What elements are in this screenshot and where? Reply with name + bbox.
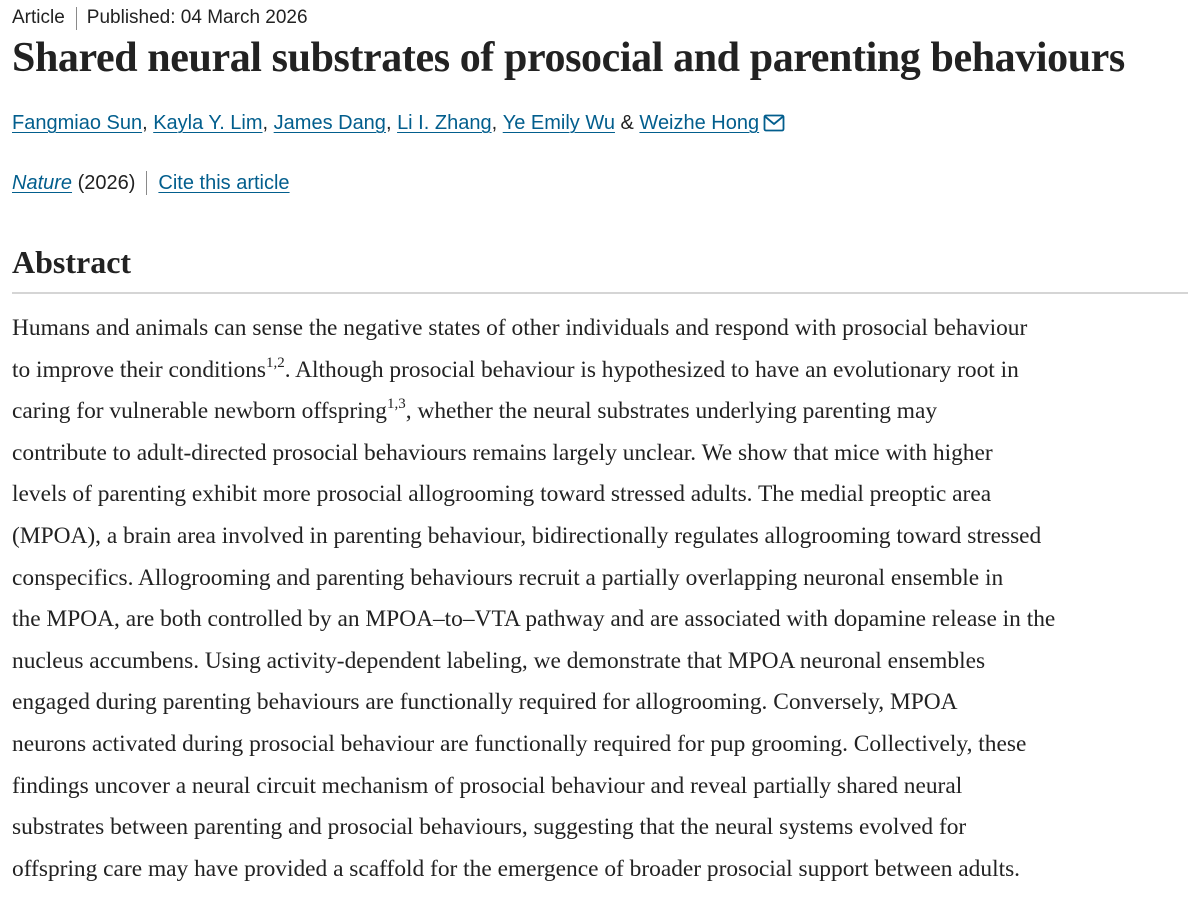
author-link[interactable]: Ye Emily Wu xyxy=(502,112,615,134)
article-title: Shared neural substrates of prosocial and parenting behaviours xyxy=(12,35,1125,81)
author-separator: , xyxy=(491,112,503,134)
abstract-text-segment: offspring care may have provided a scaffold for the emergence of broader prosocial support between adults. xyxy=(12,855,1021,882)
abstract-line xyxy=(12,308,1192,350)
author-separator: & xyxy=(614,112,640,134)
abstract-text-segment: substrates between parenting and prosocial behaviours, suggesting that the neural systems evolved for xyxy=(12,814,967,841)
abstract-line xyxy=(12,391,1192,433)
author-link[interactable]: Li I. Zhang xyxy=(397,112,492,134)
abstract-line xyxy=(12,474,1192,516)
author-separator: , xyxy=(142,112,154,134)
abstract-text-segment: Humans and animals can sense the negative states of other individuals and respond with prosocial behaviour xyxy=(12,315,1028,341)
abstract-text-segment: conspecifics. Allogrooming and parenting behaviours recruit a partially overlapping neuronal ensemble in xyxy=(12,564,1004,591)
abstract-text-segment: findings uncover a neural circuit mechanism of prosocial behaviour and reveal partially shared neural xyxy=(12,772,963,799)
abstract-line xyxy=(12,433,1192,475)
abstract-line xyxy=(12,558,1192,600)
author-link[interactable]: Kayla Y. Lim xyxy=(153,112,263,134)
abstract-line xyxy=(12,641,1192,683)
abstract-text-segment: levels of parenting exhibit more prosocial allogrooming toward stressed adults. The medial preoptic area xyxy=(12,481,992,508)
abstract-text-segment: to improve their conditions xyxy=(12,356,267,383)
abstract-text xyxy=(12,308,1192,890)
reference-superscript[interactable]: 1,2 xyxy=(266,354,285,371)
abstract-line xyxy=(12,350,1192,392)
journal-link[interactable]: Nature xyxy=(12,171,73,194)
author-link[interactable]: James Dang xyxy=(273,112,386,134)
abstract-text-segment: nucleus accumbens. Using activity-dependent labeling, we demonstrate that MPOA neuronal ensembles xyxy=(12,647,986,674)
abstract-line xyxy=(12,849,1192,891)
abstract-line xyxy=(12,807,1192,849)
abstract-text-segment: . Although prosocial behaviour is hypothesized to have an evolutionary root in xyxy=(284,356,1019,383)
reference-superscript[interactable]: 1,3 xyxy=(387,396,406,413)
abstract-text-segment: engaged during parenting behaviours are functionally required for allogrooming. Conversely, MPOA xyxy=(12,689,958,716)
abstract-text-segment: , whether the neural substrates underlying parenting may xyxy=(405,398,938,425)
cite-this-article-link[interactable]: Cite this article xyxy=(158,171,290,194)
abstract-text-segment: caring for vulnerable newborn offspring xyxy=(12,398,387,425)
abstract-text-segment: contribute to adult-directed prosocial behaviours remains largely unclear. We show that mice with higher xyxy=(12,439,993,466)
abstract-text-segment: the MPOA, are both controlled by an MPOA–to–VTA pathway and are associated with dopamine release in the xyxy=(12,606,1056,633)
published-date: Published: 04 March 2026 xyxy=(86,7,308,28)
author-separator: , xyxy=(262,112,274,134)
envelope-icon[interactable] xyxy=(763,114,785,132)
article-meta xyxy=(12,5,308,31)
author-link[interactable]: Weizhe Hong xyxy=(639,112,760,134)
abstract-line xyxy=(12,516,1192,558)
abstract-line xyxy=(12,599,1192,641)
author-link[interactable]: Fangmiao Sun xyxy=(12,112,143,134)
citation-row xyxy=(12,170,290,196)
author-separator: , xyxy=(385,112,398,134)
citation-divider xyxy=(146,171,147,195)
abstract-text-segment: neurons activated during prosocial behaviour are functionally required for pup grooming. Collectively, these xyxy=(12,730,1027,757)
article-type-label: Article xyxy=(12,7,65,28)
abstract-heading: Abstract xyxy=(12,244,132,280)
abstract-divider xyxy=(12,292,1188,294)
abstract-line xyxy=(12,766,1192,808)
meta-divider xyxy=(76,7,77,30)
abstract-text-segment: (MPOA), a brain area involved in parenting behaviour, bidirectionally regulates allogrooming toward stressed xyxy=(12,522,1042,549)
publication-year: (2026) xyxy=(77,171,136,194)
abstract-line xyxy=(12,682,1192,724)
abstract-line xyxy=(12,724,1192,766)
author-list xyxy=(12,110,785,136)
